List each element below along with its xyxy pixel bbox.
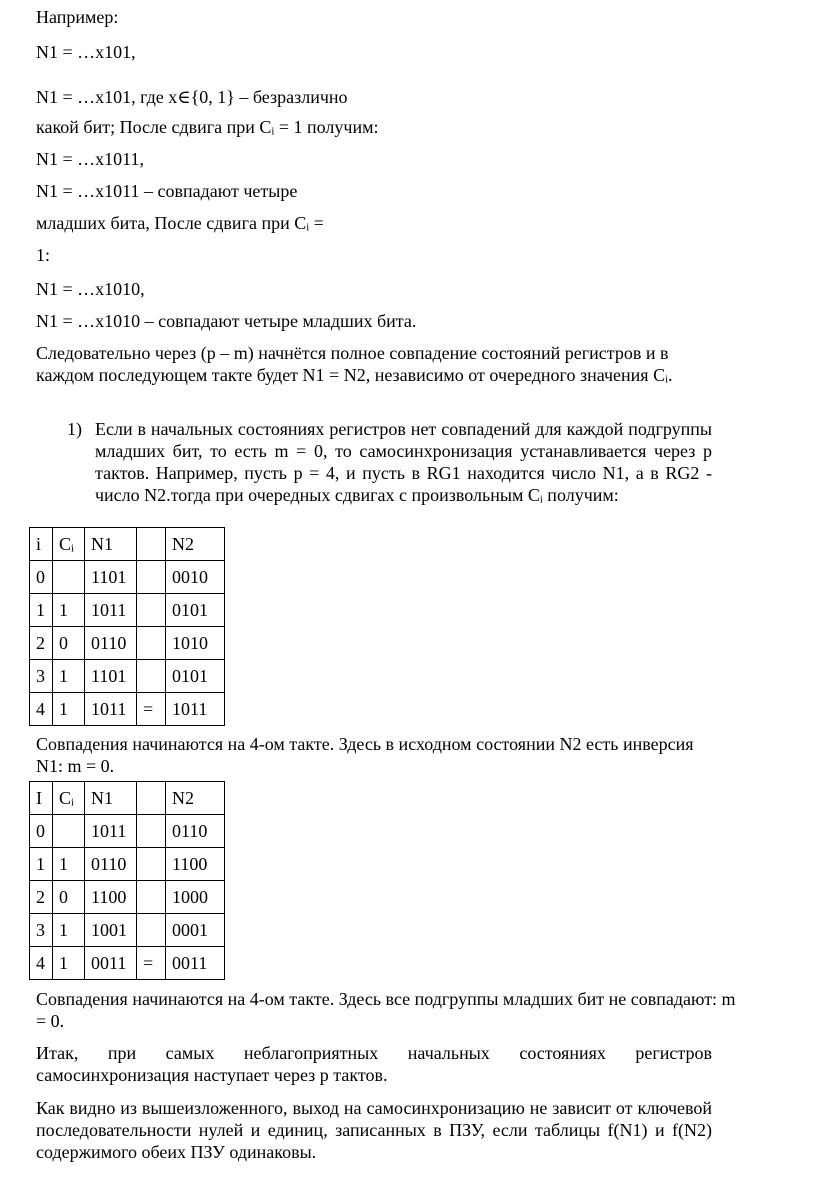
table-cell: N1 [85,782,137,815]
text-line-n1-x1010: N1 = …x1010, [36,279,145,299]
text-line-example: Например: [36,7,119,27]
table-cell: 1 [30,848,53,881]
table-cell: 4 [30,947,53,980]
text-line-n1-x101-where: N1 = …x101, где x∈{0, 1} – безразлично [36,87,348,107]
table-cell: 0 [53,881,85,914]
list-item-text: Если в начальных состояниях регистров нет совпадений для каждой подгруппы младших бит, то есть m = 0, то самосинхронизация устанавливается через p тактов. Например, пусть p = 4, и пусть в RG1 находится число N1, а в RG2 - число N2.тогда при очередных сдвигах с произвольным Cᵢ получим: [95,419,712,505]
table-cell: 1101 [85,561,137,594]
list-item-number: 1) [67,419,82,439]
table-cell [137,815,166,848]
table-cell: 1 [53,594,85,627]
table-cell: = [137,693,166,726]
table-cell: I [30,782,53,815]
table-cell: 0011 [166,947,225,980]
table-cell: 0110 [85,848,137,881]
table-row [30,881,225,914]
table-cell [137,660,166,693]
table-cell: 1 [53,914,85,947]
table-cell: Cᵢ [53,782,85,815]
table-row [30,693,225,726]
table-cell: 1011 [85,693,137,726]
table-cell [53,561,85,594]
table-cell [137,848,166,881]
table-cell: 0101 [166,660,225,693]
text-line-one: 1: [36,245,51,265]
table-cell: 1 [53,848,85,881]
table-cell: = [137,947,166,980]
table-cell: 0001 [166,914,225,947]
table-cell: i [30,528,53,561]
text-line-n1-x101: N1 = …x101, [36,42,136,62]
table-cell: N2 [166,528,225,561]
table-cell: 1011 [166,693,225,726]
register-table-2 [29,781,225,980]
table-row [30,815,225,848]
table-cell [137,914,166,947]
text-line-n1-x1011-match: N1 = …x1011 – совпадают четыре [36,181,298,201]
table-row [30,947,225,980]
note-table-2-line-1: Совпадения начинаются на 4-ом такте. Здесь все подгруппы младших бит не совпадают: m [36,989,736,1009]
table-cell: 1 [53,693,85,726]
table-cell [137,561,166,594]
table-row [30,594,225,627]
table-cell: 1100 [166,848,225,881]
table-cell [137,528,166,561]
table-header-row [30,528,225,561]
table-cell: 1 [53,947,85,980]
note-table-2-line-2: = 0. [36,1011,65,1031]
table-cell: N1 [85,528,137,561]
table-row [30,848,225,881]
table-cell: 1011 [85,594,137,627]
list-item-1 [67,418,712,506]
table-cell: 0011 [85,947,137,980]
table-cell: 1101 [85,660,137,693]
paragraph-consequence: Следовательно через (p – m) начнётся полное совпадение состояний регистров и в каждом последующем такте будет N1 = N2, независимо от очередного значения Cᵢ. [36,343,673,385]
table-cell: 2 [30,881,53,914]
table-cell: 0 [53,627,85,660]
table-row [30,627,225,660]
table-cell [53,815,85,848]
table-cell: 1 [53,660,85,693]
table-cell: 4 [30,693,53,726]
paragraph-final: Как видно из вышеизложенного, выход на самосинхронизацию не зависит от ключевой последовательности нулей и единиц, записанных в ПЗУ, если таблицы f(N1) и f(N2) содержимого обеих ПЗУ одинаковы. [36,1098,712,1162]
paragraph-conclusion: Итак, при самых неблагоприятных начальных состояниях регистров самосинхронизация наступает через p тактов. [36,1043,712,1085]
table-cell: 1000 [166,881,225,914]
table-header-row [30,782,225,815]
table-cell: N2 [166,782,225,815]
text-line-n1-x1011: N1 = …x1011, [36,149,144,169]
table-cell: 0 [30,815,53,848]
table-cell: 1 [30,594,53,627]
table-cell: 0 [30,561,53,594]
text-line-low-bits: младших бита, После сдвига при Cᵢ = [36,213,324,233]
table-cell: 3 [30,914,53,947]
table-cell [137,627,166,660]
table-row [30,914,225,947]
table-cell [137,594,166,627]
table-cell: 0110 [85,627,137,660]
table-cell: 3 [30,660,53,693]
table-cell: Cᵢ [53,528,85,561]
text-line-any-bit: какой бит; После сдвига при Cᵢ = 1 получим: [36,117,379,137]
register-table-1 [29,527,225,726]
table-cell: 0110 [166,815,225,848]
table-cell: 0101 [166,594,225,627]
table-cell: 1100 [85,881,137,914]
table-cell: 1011 [85,815,137,848]
table-row [30,561,225,594]
table-cell: 1010 [166,627,225,660]
table-cell: 0010 [166,561,225,594]
table-cell: 1001 [85,914,137,947]
note-table-1: Совпадения начинаются на 4-ом такте. Здесь в исходном состоянии N2 есть инверсия N1: m = 0. [36,734,694,776]
text-line-n1-x1010-match: N1 = …x1010 – совпадают четыре младших бита. [36,311,417,331]
table-cell: 2 [30,627,53,660]
table-cell [137,881,166,914]
table-cell [137,782,166,815]
table-row [30,660,225,693]
